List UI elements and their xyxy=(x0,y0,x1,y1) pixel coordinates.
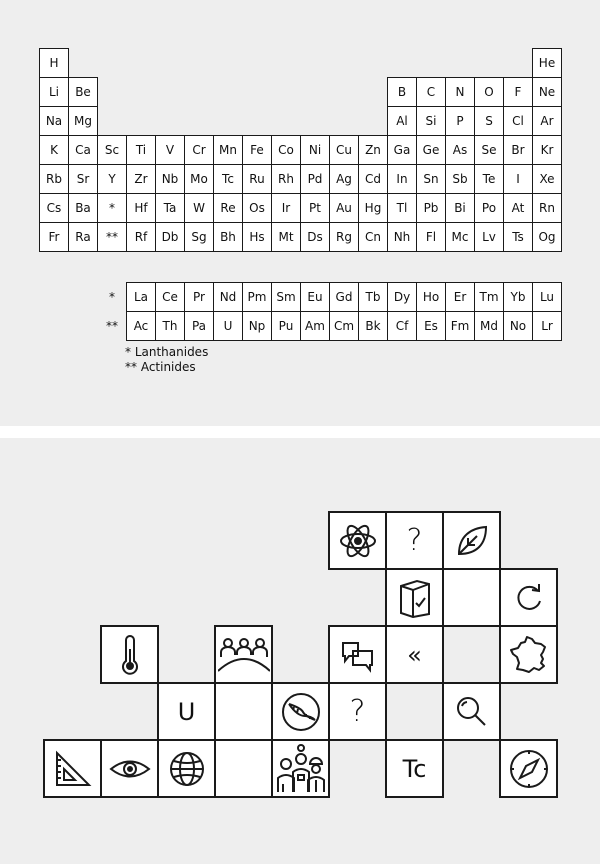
element-cell[interactable]: Ds xyxy=(300,222,330,252)
actinide-cell[interactable]: Cf xyxy=(387,311,417,341)
notebook-check-icon xyxy=(397,578,433,618)
element-cell[interactable]: Cs xyxy=(39,193,69,223)
lanthanide-cell[interactable]: Er xyxy=(445,282,475,312)
dna-icon xyxy=(279,690,323,734)
lanthanide-cell[interactable]: Tb xyxy=(358,282,388,312)
element-cell[interactable]: Hg xyxy=(358,193,388,223)
element-cell[interactable]: Ne xyxy=(532,77,562,107)
element-cell[interactable]: F xyxy=(503,77,533,107)
element-cell[interactable]: Fr xyxy=(39,222,69,252)
search-tile[interactable] xyxy=(442,682,501,741)
question-mark-icon: ? xyxy=(349,694,366,729)
question-tile-middle[interactable] xyxy=(328,682,387,741)
element-cell[interactable]: Pb xyxy=(416,193,446,223)
element-cell[interactable]: W xyxy=(184,193,214,223)
lanthanide-cell[interactable]: Eu xyxy=(300,282,330,312)
element-cell[interactable]: Ti xyxy=(126,135,156,165)
element-cell[interactable]: In xyxy=(387,164,417,194)
element-cell[interactable]: Cu xyxy=(329,135,359,165)
element-cell[interactable]: Rg xyxy=(329,222,359,252)
element-cell[interactable]: Mg xyxy=(68,106,98,136)
uranium-tile[interactable] xyxy=(157,682,216,741)
actinide-cell[interactable]: Md xyxy=(474,311,504,341)
element-cell[interactable]: Na xyxy=(39,106,69,136)
element-cell[interactable]: Kr xyxy=(532,135,562,165)
element-cell[interactable]: Mo xyxy=(184,164,214,194)
element-cell[interactable]: Os xyxy=(242,193,272,223)
element-cell[interactable]: Cd xyxy=(358,164,388,194)
back-tile[interactable] xyxy=(385,625,444,684)
element-cell[interactable]: ** xyxy=(97,222,127,252)
thermometer-icon xyxy=(118,635,142,675)
element-cell[interactable]: At xyxy=(503,193,533,223)
element-cell[interactable]: Lv xyxy=(474,222,504,252)
eye-icon xyxy=(108,754,152,784)
element-cell[interactable]: Zr xyxy=(126,164,156,194)
lanthanide-cell[interactable]: Gd xyxy=(329,282,359,312)
technetium-tile[interactable] xyxy=(385,739,444,798)
actinide-cell[interactable]: No xyxy=(503,311,533,341)
actinide-cell[interactable]: Th xyxy=(155,311,185,341)
set-square-tile[interactable] xyxy=(43,739,102,798)
element-cell[interactable]: Tl xyxy=(387,193,417,223)
actinide-cell[interactable]: Fm xyxy=(445,311,475,341)
element-cell[interactable]: * xyxy=(97,193,127,223)
element-cell[interactable]: H xyxy=(39,48,69,78)
actinide-cell[interactable]: Am xyxy=(300,311,330,341)
lanthanide-cell[interactable]: Pr xyxy=(184,282,214,312)
lanthanide-cell[interactable]: Lu xyxy=(532,282,562,312)
element-cell[interactable]: Tc xyxy=(213,164,243,194)
double-chevron-left-icon: « xyxy=(407,640,422,669)
search-icon xyxy=(454,694,490,730)
element-cell[interactable]: Ta xyxy=(155,193,185,223)
element-cell[interactable]: Rh xyxy=(271,164,301,194)
element-cell[interactable]: B xyxy=(387,77,417,107)
element-cell[interactable]: Ga xyxy=(387,135,417,165)
element-cell[interactable]: Ag xyxy=(329,164,359,194)
actinide-cell[interactable]: Pa xyxy=(184,311,214,341)
element-cell[interactable]: Bh xyxy=(213,222,243,252)
element-cell[interactable]: Sn xyxy=(416,164,446,194)
element-cell[interactable]: Li xyxy=(39,77,69,107)
chat-icon xyxy=(338,637,378,673)
actinide-cell[interactable]: Cm xyxy=(329,311,359,341)
element-cell[interactable]: Sr xyxy=(68,164,98,194)
chat-tile[interactable] xyxy=(328,625,387,684)
element-cell[interactable]: Sg xyxy=(184,222,214,252)
element-cell[interactable]: Pt xyxy=(300,193,330,223)
professionals-icon xyxy=(275,744,327,794)
element-cell[interactable]: Re xyxy=(213,193,243,223)
element-cell[interactable]: Au xyxy=(329,193,359,223)
element-cell[interactable]: He xyxy=(532,48,562,78)
element-cell[interactable]: Ge xyxy=(416,135,446,165)
question-tile-top[interactable] xyxy=(385,511,444,570)
actinide-cell[interactable]: U xyxy=(213,311,243,341)
uranium-symbol: U xyxy=(177,697,196,726)
element-cell[interactable]: Sc xyxy=(97,135,127,165)
lanthanide-cell[interactable]: Dy xyxy=(387,282,417,312)
actinides-marker: ** xyxy=(106,319,118,333)
empty-tile-r5[interactable] xyxy=(214,739,273,798)
thermometer-tile[interactable] xyxy=(100,625,159,684)
element-cell[interactable]: Og xyxy=(532,222,562,252)
lanthanide-cell[interactable]: Ho xyxy=(416,282,446,312)
element-cell[interactable]: Db xyxy=(155,222,185,252)
lanthanides-marker: * xyxy=(109,290,115,304)
element-cell[interactable]: Ba xyxy=(68,193,98,223)
atom-icon xyxy=(338,521,378,561)
lanthanide-cell[interactable]: Tm xyxy=(474,282,504,312)
element-cell[interactable]: Ca xyxy=(68,135,98,165)
element-cell[interactable]: Si xyxy=(416,106,446,136)
actinide-cell[interactable]: Bk xyxy=(358,311,388,341)
lanthanide-cell[interactable]: Ce xyxy=(155,282,185,312)
actinide-cell[interactable]: Pu xyxy=(271,311,301,341)
element-cell[interactable]: Bi xyxy=(445,193,475,223)
element-cell[interactable]: Ra xyxy=(68,222,98,252)
element-cell[interactable]: Ni xyxy=(300,135,330,165)
element-cell[interactable]: I xyxy=(503,164,533,194)
element-cell[interactable]: O xyxy=(474,77,504,107)
element-cell[interactable]: Al xyxy=(387,106,417,136)
element-cell[interactable]: Te xyxy=(474,164,504,194)
element-cell[interactable]: P xyxy=(445,106,475,136)
element-cell[interactable]: Be xyxy=(68,77,98,107)
leaf-tile[interactable] xyxy=(442,511,501,570)
element-cell[interactable]: Zn xyxy=(358,135,388,165)
eye-tile[interactable] xyxy=(100,739,159,798)
element-cell[interactable]: Rf xyxy=(126,222,156,252)
element-cell[interactable]: Nh xyxy=(387,222,417,252)
element-cell[interactable]: Ru xyxy=(242,164,272,194)
question-mark-icon: ? xyxy=(406,523,423,558)
lanthanide-cell[interactable]: La xyxy=(126,282,156,312)
lanthanide-cell[interactable]: Yb xyxy=(503,282,533,312)
element-cell[interactable]: Co xyxy=(271,135,301,165)
actinide-cell[interactable]: Es xyxy=(416,311,446,341)
element-cell[interactable]: Sb xyxy=(445,164,475,194)
element-cell[interactable]: Y xyxy=(97,164,127,194)
element-cell[interactable]: Cr xyxy=(184,135,214,165)
empty-tile-r4[interactable] xyxy=(214,682,273,741)
element-cell[interactable]: V xyxy=(155,135,185,165)
legend-lanthanides: * Lanthanides xyxy=(125,345,209,359)
lanthanide-cell[interactable]: Pm xyxy=(242,282,272,312)
empty-tile-r2[interactable] xyxy=(442,568,501,627)
actinide-cell[interactable]: Ac xyxy=(126,311,156,341)
element-cell[interactable]: Cn xyxy=(358,222,388,252)
set-square-icon xyxy=(52,748,94,790)
globe-tile[interactable] xyxy=(157,739,216,798)
france-tile[interactable] xyxy=(499,625,558,684)
atom-tile[interactable] xyxy=(328,511,387,570)
compass-tile[interactable] xyxy=(499,739,558,798)
element-cell[interactable]: Ir xyxy=(271,193,301,223)
element-cell[interactable]: Se xyxy=(474,135,504,165)
element-cell[interactable]: Mc xyxy=(445,222,475,252)
element-cell[interactable]: Hf xyxy=(126,193,156,223)
element-cell[interactable]: Nb xyxy=(155,164,185,194)
element-cell[interactable]: Ts xyxy=(503,222,533,252)
leaf-icon xyxy=(453,522,491,560)
element-cell[interactable]: Hs xyxy=(242,222,272,252)
element-cell[interactable]: Fe xyxy=(242,135,272,165)
audience-icon xyxy=(218,635,270,675)
element-cell[interactable]: Rn xyxy=(532,193,562,223)
notebook-tile[interactable] xyxy=(385,568,444,627)
lanthanide-cell[interactable]: Nd xyxy=(213,282,243,312)
globe-icon xyxy=(167,749,207,789)
element-cell[interactable]: Rb xyxy=(39,164,69,194)
element-cell[interactable]: Pd xyxy=(300,164,330,194)
element-cell[interactable]: C xyxy=(416,77,446,107)
audience-tile[interactable] xyxy=(214,625,273,684)
element-cell[interactable]: Cl xyxy=(503,106,533,136)
element-cell[interactable]: K xyxy=(39,135,69,165)
compass-icon xyxy=(507,747,551,791)
element-cell[interactable]: N xyxy=(445,77,475,107)
element-cell[interactable]: Mt xyxy=(271,222,301,252)
element-cell[interactable]: Xe xyxy=(532,164,562,194)
refresh-icon xyxy=(512,581,546,615)
dna-tile[interactable] xyxy=(271,682,330,741)
element-cell[interactable]: Fl xyxy=(416,222,446,252)
lanthanide-cell[interactable]: Sm xyxy=(271,282,301,312)
element-cell[interactable]: Po xyxy=(474,193,504,223)
element-cell[interactable]: As xyxy=(445,135,475,165)
technetium-symbol: Tc xyxy=(402,754,427,783)
people-tile[interactable] xyxy=(271,739,330,798)
actinide-cell[interactable]: Np xyxy=(242,311,272,341)
element-cell[interactable]: S xyxy=(474,106,504,136)
legend-actinides: ** Actinides xyxy=(125,360,196,374)
actinide-cell[interactable]: Lr xyxy=(532,311,562,341)
refresh-tile[interactable] xyxy=(499,568,558,627)
element-cell[interactable]: Ar xyxy=(532,106,562,136)
france-map-icon xyxy=(508,634,550,676)
element-cell[interactable]: Br xyxy=(503,135,533,165)
element-cell[interactable]: Mn xyxy=(213,135,243,165)
